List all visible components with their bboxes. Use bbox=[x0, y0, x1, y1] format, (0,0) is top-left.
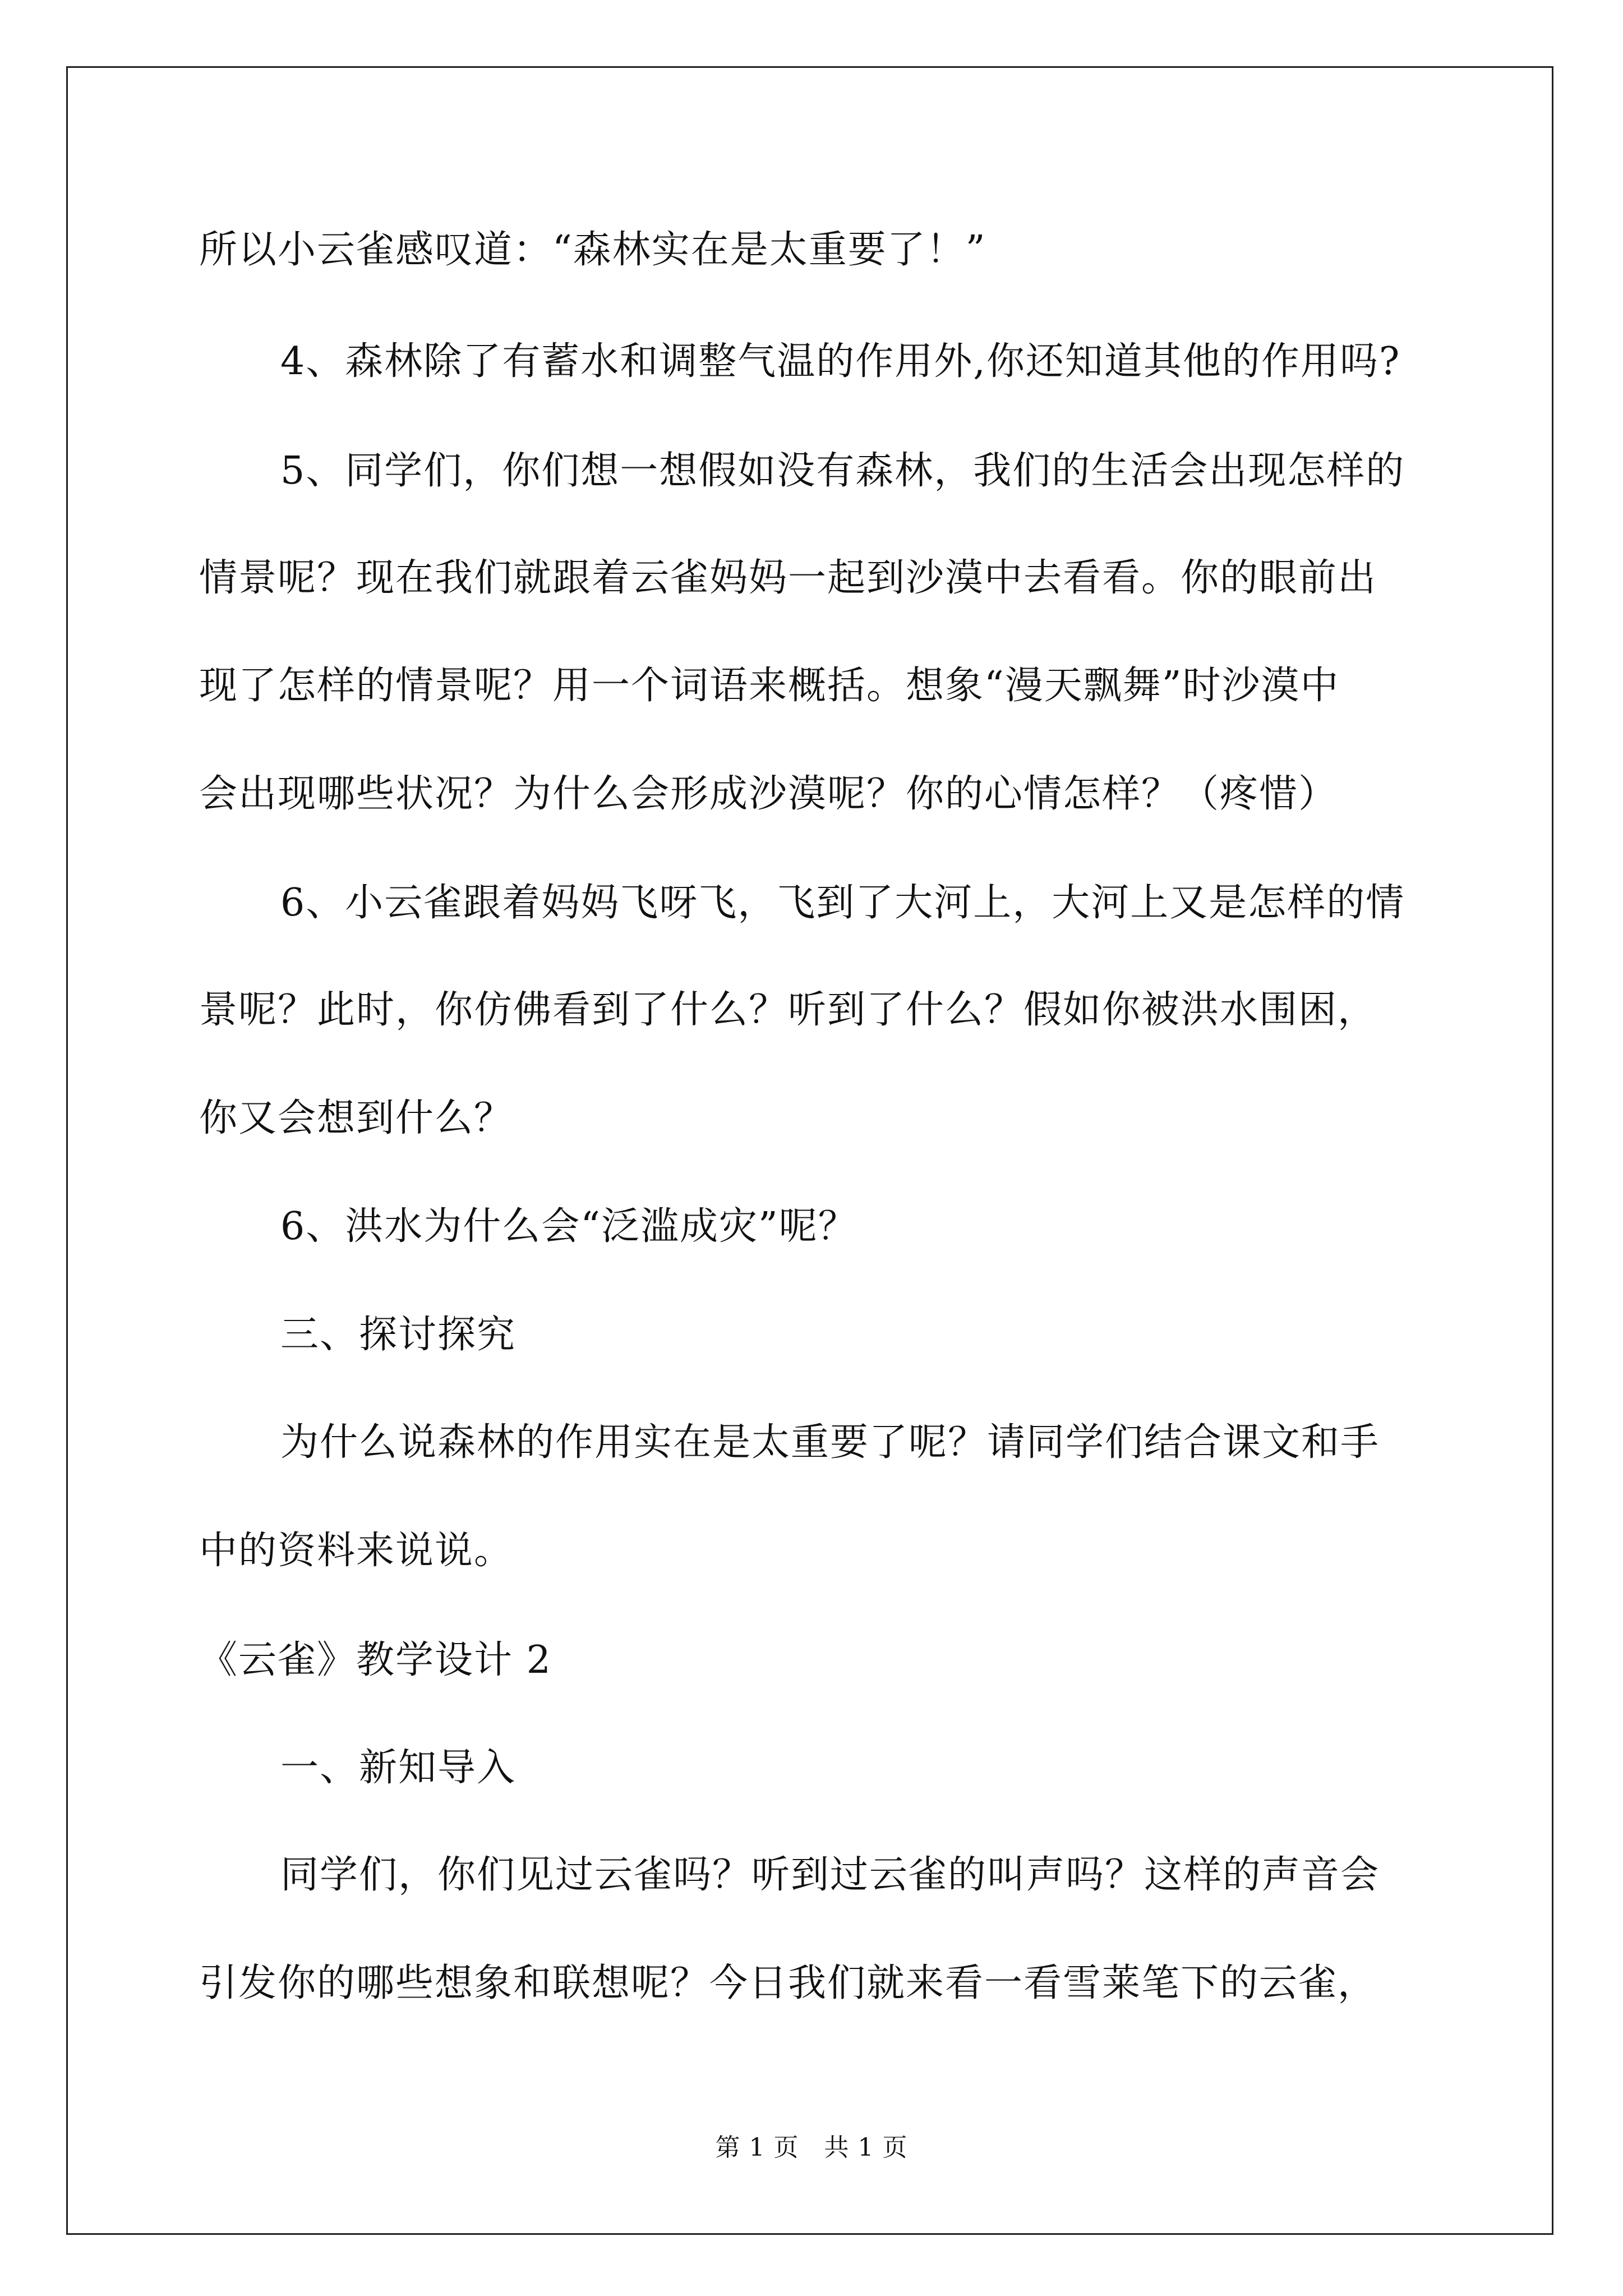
text-line: 所以小云雀感叹道：“森林实在是太重要了！” bbox=[199, 228, 986, 272]
text-line: 现了怎样的情景呢？用一个词语来概括。想象“漫天飘舞”时沙漠中 bbox=[199, 664, 1340, 708]
text-line: 会出现哪些状况？为什么会形成沙漠呢？你的心情怎样？（疼惜） bbox=[199, 772, 1338, 816]
text-line: 同学们，你们见过云雀吗？听到过云雀的叫声吗？这样的声音会 bbox=[280, 1853, 1380, 1897]
text-line: 引发你的哪些想象和联想呢？今日我们就来看一看雪莱笔下的云雀， bbox=[199, 1961, 1377, 2005]
text-line: 6、小云雀跟着妈妈飞呀飞，飞到了大河上，大河上又是怎样的情 bbox=[280, 881, 1405, 925]
text-line: 5、同学们，你们想一想假如没有森林，我们的生活会出现怎样的 bbox=[280, 449, 1405, 493]
text-line: 4、森林除了有蓄水和调整气温的作用外,你还知道其他的作用吗? bbox=[280, 339, 1401, 384]
section-heading: 一、新知导入 bbox=[280, 1746, 517, 1790]
text-line: 中的资料来说说。 bbox=[199, 1529, 514, 1573]
text-line: 你又会想到什么？ bbox=[199, 1096, 514, 1140]
text-line: 6、洪水为什么会“泛滥成灾”呢？ bbox=[280, 1204, 857, 1249]
page-border bbox=[66, 66, 1553, 2235]
text-line: 情景呢？现在我们就跟着云雀妈妈一起到沙漠中去看看。你的眼前出 bbox=[199, 556, 1377, 600]
document-subtitle: 《云雀》教学设计 2 bbox=[199, 1638, 552, 1682]
page-number: 第 1 页 共 1 页 bbox=[715, 2133, 908, 2162]
text-line: 景呢？此时，你仿佛看到了什么？听到了什么？假如你被洪水围困， bbox=[199, 988, 1377, 1032]
section-heading: 三、探讨探究 bbox=[280, 1313, 517, 1357]
text-line: 为什么说森林的作用实在是太重要了呢？请同学们结合课文和手 bbox=[280, 1420, 1380, 1465]
